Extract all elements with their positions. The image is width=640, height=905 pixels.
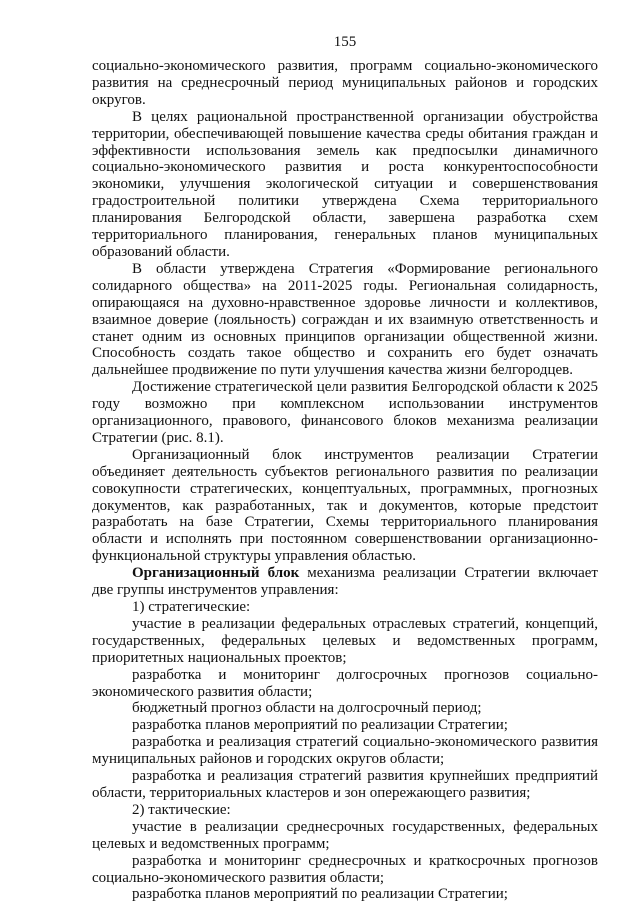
list-item: участие в реализации среднесрочных государственных, федеральных целевых и ведомственных программ; — [92, 818, 598, 852]
list-heading: 1) стратегические: — [132, 599, 251, 615]
list-item: разработка планов мероприятий по реализации Стратегии; — [132, 717, 508, 734]
paragraph: социально-экономического развития, программ социально-экономического развития на среднесрочный период муниципальных районов и городских округов. — [92, 58, 598, 108]
paragraph: В области утверждена Стратегия «Формирование регионального солидарного общества» на 2011-2025 годы. Региональная солидарность, опирающаяся на духовно-нравственное здоровье личности и коллективов, взаимное доверие (лояльность) сограждан и их взаимную ответственность и станет одним из основных принципов организации общественной жизни. Способность создать такое общество и сохранить его будет означать дальнейшее продвижение по пути улучшения качества жизни белгородцев. — [92, 260, 598, 379]
list-item: разработка и реализация стратегий развития крупнейших предприятий области, территориальных кластеров и зон опережающего развития; — [92, 768, 598, 801]
document-page — [92, 34, 598, 903]
bold-term: Организационный блок — [132, 565, 300, 582]
paragraph: Организационный блок инструментов реализации Стратегии объединяет деятельность субъектов регионального развития по реализации совокупности стратегических, концептуальных, программных, прогнозных документов, как разработанных, так и документов, которые предстоит разработать на базе Стратегии, Схемы территориального планирования области и исполнять при постоянном совершенствовании организационно-функциональной структуры управления областью. — [92, 446, 598, 565]
list-item: разработка планов мероприятий по реализации Стратегии; — [132, 886, 508, 903]
list-heading: 2) тактические: — [132, 801, 231, 818]
list-item: разработка и мониторинг долгосрочных прогнозов социально-экономического развития области; — [92, 666, 598, 700]
page-number: 155 — [333, 34, 357, 50]
list-item: разработка и мониторинг среднесрочных и краткосрочных прогнозов социально-экономического развития области; — [92, 852, 598, 886]
paragraph: Достижение стратегической цели развития Белгородской области к 2025 году возможно при комплексном использовании инструментов организационного, правового, финансового блоков механизма реализации Стратегии (рис. 8.1). — [92, 379, 598, 446]
paragraph-text: механизма реализации Стратегии включает две группы инструментов управления: — [92, 565, 598, 599]
list-item: участие в реализации федеральных отраслевых стратегий, концепций, государственных, федеральных целевых и ведомственных программ, приоритетных национальных проектов; — [92, 615, 598, 666]
paragraph: В целях рациональной пространственной организации обустройства территории, обеспечивающей повышение качества среды обитания граждан и эффективности использования земель как предпосылки динамичного социально-экономического развития и роста конкурентоспособности экономики, улучшения экологической ситуации и совершенствования градостроительной политики утверждена Схема территориального планирования Белгородской области, завершена разработка схем территориального планирования, генеральных планов муниципальных образований области. — [92, 108, 598, 260]
list-item: бюджетный прогноз области на долгосрочный период; — [132, 700, 482, 717]
paragraph — [92, 565, 598, 599]
list-item: разработка и реализация стратегий социально-экономического развития муниципальных районов и городских округов области; — [92, 734, 598, 768]
